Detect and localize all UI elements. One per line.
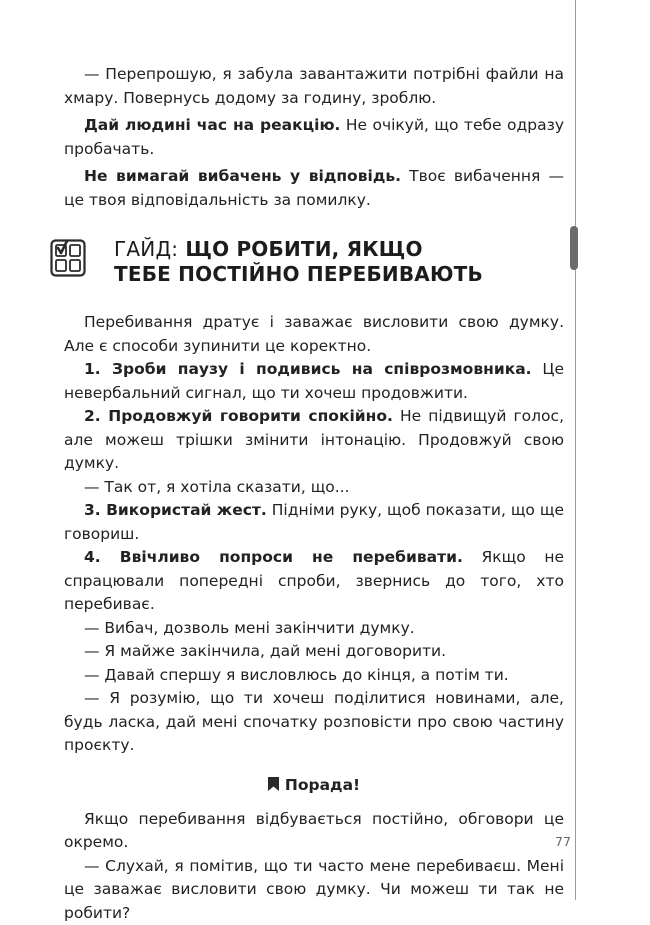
page-content	[64, 63, 564, 925]
scrollbar-thumb[interactable]	[570, 226, 578, 270]
advice-heading: Дай людині час на реакцію.	[84, 116, 340, 134]
advice-text: Не очікуй, що тебе одразу пробачать.	[64, 116, 564, 158]
step-text: Підніми руку, щоб показати, що ще говориш.	[64, 501, 564, 543]
checklist-grid-icon	[50, 239, 86, 277]
dialogue-line: — Вибач, дозволь мені закінчити думку.	[64, 617, 564, 641]
step-text: Не підвищуй голос, але можеш трішки змінити інтонацію. Продовжуй свою думку.	[64, 407, 564, 472]
dialogue-line: — Я майже закінчила, дай мені договорити.	[64, 640, 564, 664]
dialogue-line: — Слухай, я помітив, що ти часто мене перебиваєш. Мені це заважає висловити свою думку. Чи можеш ти так не робити?	[64, 855, 564, 925]
advice-paragraph	[64, 165, 564, 212]
guide-title-line2: ТЕБЕ ПОСТІЙНО ПЕРЕБИВАЮТЬ	[114, 262, 483, 286]
tip-label: Порада!	[285, 776, 360, 794]
guide-title	[114, 237, 483, 287]
bookmark-icon	[268, 777, 279, 791]
guide-prefix: ГАЙД:	[114, 237, 178, 261]
step-heading: 3. Використай жест.	[84, 501, 267, 519]
advice-paragraph	[64, 114, 564, 161]
dialogue-line: — Так от, я хотіла сказати, що...	[64, 476, 564, 500]
step-paragraph	[64, 358, 564, 405]
page-edge-line	[575, 0, 576, 900]
advice-heading: Не вимагай вибачень у відповідь.	[84, 167, 401, 185]
dialogue-line: — Я розумію, що ти хочеш поділитися новинами, але, будь ласка, дай мені спочатку розповісти про свою частину проєкту.	[64, 687, 564, 758]
step-paragraph	[64, 546, 564, 617]
dialogue-line: — Перепрошую, я забула завантажити потрібні файли на хмару. Повернусь додому за годину, зроблю.	[64, 63, 564, 110]
step-text: Це невербальний сигнал, що ти хочеш продовжити.	[64, 360, 564, 402]
page-number: 77	[555, 834, 571, 849]
step-heading: 4. Ввічливо попроси не перебивати.	[84, 548, 463, 566]
step-heading: 2. Продовжуй говорити спокійно.	[84, 407, 393, 425]
lead-paragraph: Перебивання дратує і заважає висловити свою думку. Але є способи зупинити це коректно.	[64, 311, 564, 358]
step-heading: 1. Зроби паузу і подивись на співрозмовника.	[84, 360, 532, 378]
step-text: Якщо не спрацювали попередні спроби, звернись до того, хто перебиває.	[64, 548, 564, 613]
step-paragraph	[64, 405, 564, 476]
advice-text: Твоє вибачення — це твоя відповідальність за помилку.	[64, 167, 564, 209]
tip-heading	[64, 774, 564, 796]
guide-title-line1: ЩО РОБИТИ, ЯКЩО	[178, 237, 423, 261]
dialogue-line: — Давай спершу я висловлюсь до кінця, а потім ти.	[64, 664, 564, 688]
guide-heading	[64, 237, 564, 295]
step-paragraph	[64, 499, 564, 546]
tip-paragraph: Якщо перебивання відбувається постійно, обговори це окремо.	[64, 808, 564, 855]
